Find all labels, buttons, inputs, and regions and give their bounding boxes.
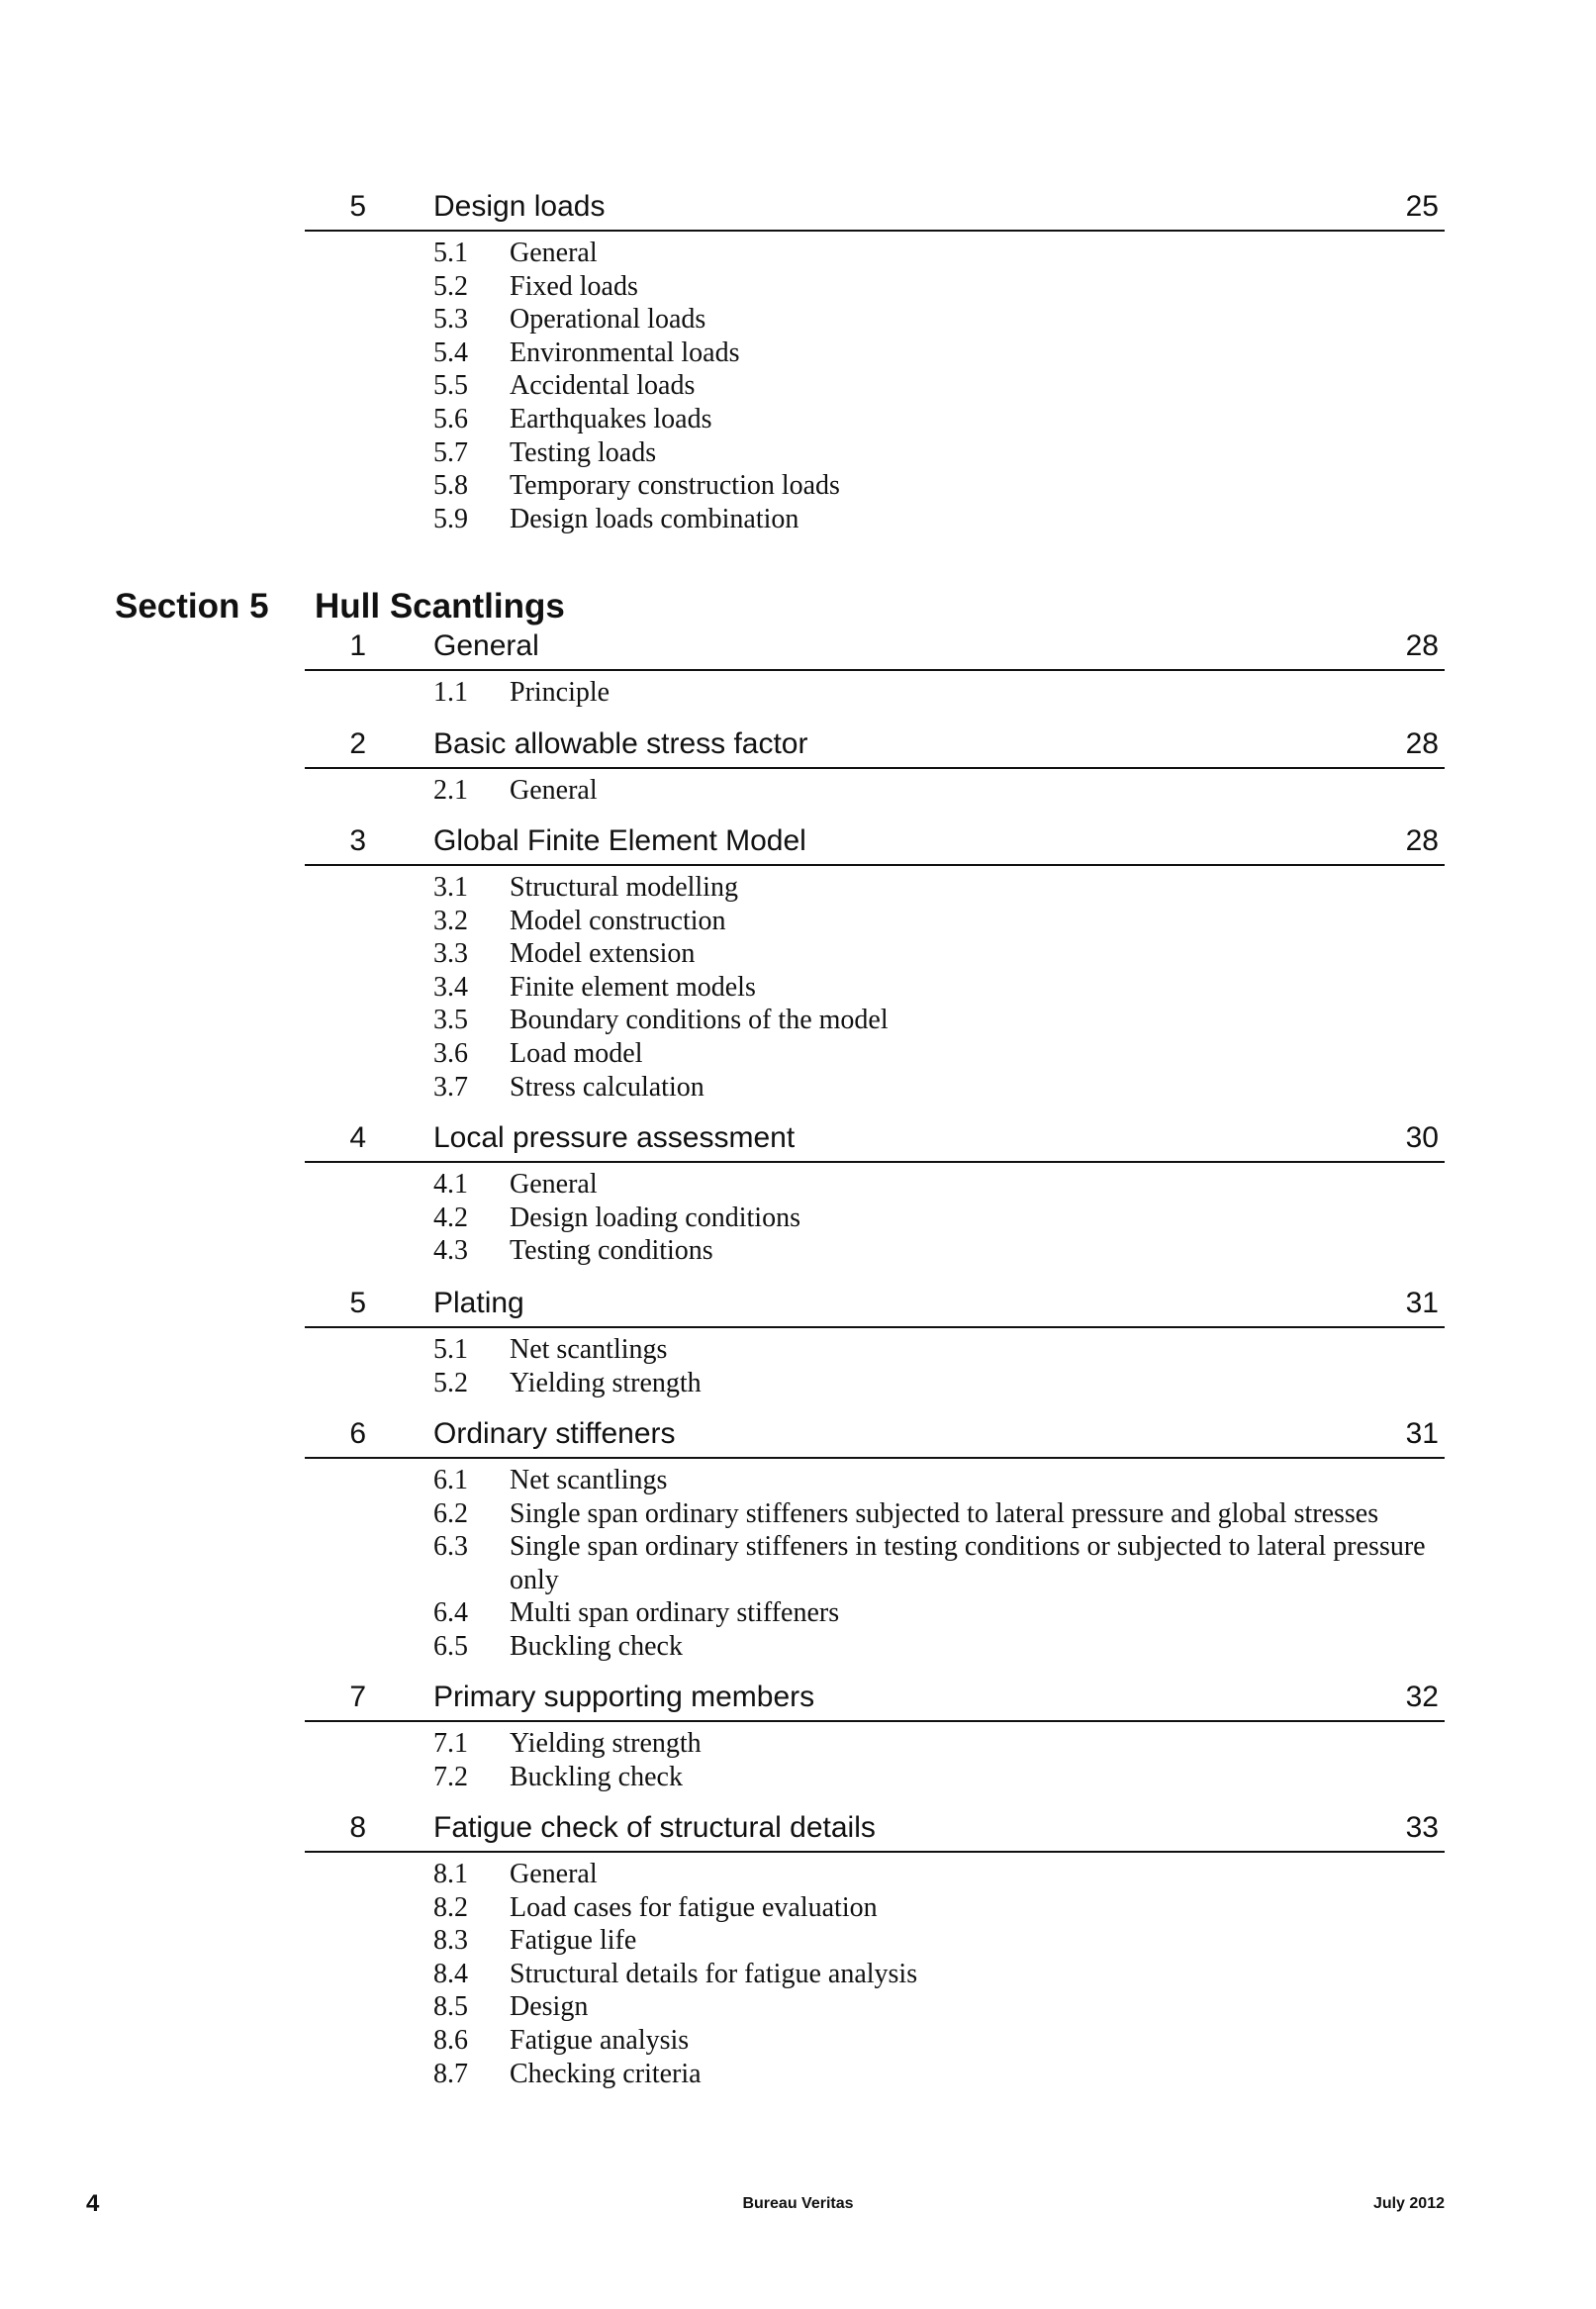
subentry[interactable] — [305, 503, 1445, 536]
subentry-title: Model construction — [510, 905, 726, 936]
subentry[interactable] — [305, 2058, 1445, 2091]
subentry-title: Checking criteria — [510, 2058, 702, 2089]
subentry-title: Fatigue analysis — [510, 2024, 690, 2056]
toc-entry — [305, 1671, 1445, 1793]
subentry-number: 5.5 — [433, 370, 468, 402]
subentry-number: 8.1 — [433, 1859, 468, 1889]
subentry-number: 8.7 — [433, 2058, 468, 2089]
subentry[interactable] — [305, 1530, 1445, 1596]
subentry-title: General — [510, 238, 598, 268]
entry-number: 2 — [349, 727, 366, 760]
entry-page-number: 28 — [1405, 727, 1439, 760]
subentry-title: Earthquakes loads — [510, 403, 712, 434]
subentry[interactable] — [305, 1004, 1445, 1037]
subentry[interactable] — [305, 1234, 1445, 1268]
entry-page-number: 31 — [1405, 1417, 1439, 1450]
subentry-title: Stress calculation — [510, 1071, 704, 1103]
subentry-list — [305, 871, 1445, 1104]
subentry-number: 7.1 — [433, 1728, 468, 1759]
subentry-title: Environmental loads — [510, 337, 740, 368]
toc-entry — [305, 620, 1445, 710]
entry-title: Local pressure assessment — [433, 1121, 796, 1154]
subentry[interactable] — [305, 403, 1445, 436]
subentry-title: Load model — [510, 1037, 643, 1069]
subentry-title: Testing conditions — [510, 1235, 713, 1267]
entry-title: Global Finite Element Model — [433, 824, 806, 857]
entry-number: 5 — [349, 190, 366, 223]
subentry[interactable] — [305, 1071, 1445, 1105]
subentry-number: 5.2 — [433, 270, 468, 302]
subentry[interactable] — [305, 1891, 1445, 1925]
subentry-list — [305, 1727, 1445, 1793]
subentry-title: Structural modelling — [510, 872, 738, 903]
subentry-title: Accidental loads — [510, 370, 696, 402]
subentry-number: 8.2 — [433, 1891, 468, 1923]
subentry[interactable] — [305, 337, 1445, 370]
subentry-number: 8.6 — [433, 2024, 468, 2056]
subentry[interactable] — [305, 369, 1445, 403]
entry-title: Fatigue check of structural details — [433, 1811, 876, 1844]
subentry-title: Multi span ordinary stiffeners — [510, 1597, 840, 1629]
subentry-number: 5.3 — [433, 304, 468, 336]
footer-date: July 2012 — [1372, 2195, 1445, 2212]
toc-entry-heading[interactable] — [305, 620, 1445, 671]
subentry[interactable] — [305, 971, 1445, 1005]
entry-page-number: 28 — [1405, 629, 1439, 662]
subentry-number: 8.3 — [433, 1925, 468, 1957]
entry-title: Basic allowable stress factor — [433, 727, 808, 760]
subentry-number: 3.1 — [433, 872, 468, 903]
toc-entry-heading[interactable] — [305, 1111, 1445, 1163]
subentry-title: Principle — [510, 677, 610, 708]
subentry-list — [305, 237, 1445, 535]
footer-page-number: 4 — [86, 2190, 100, 2217]
entry-number: 5 — [349, 1287, 366, 1319]
subentry-title: Buckling check — [510, 1761, 683, 1792]
section-label: Section 5 — [115, 587, 269, 625]
subentry[interactable] — [305, 1333, 1445, 1367]
entry-title: General — [433, 629, 539, 662]
subentry[interactable] — [305, 676, 1445, 710]
subentry-title: Finite element models — [510, 971, 756, 1003]
entry-title: Plating — [433, 1287, 524, 1319]
subentry[interactable] — [305, 1630, 1445, 1664]
entry-number: 3 — [349, 824, 366, 857]
subentry[interactable] — [305, 1761, 1445, 1794]
subentry-number: 5.7 — [433, 436, 468, 468]
subentry-list — [305, 1464, 1445, 1664]
entry-page-number: 28 — [1405, 824, 1439, 857]
subentry-number: 6.2 — [433, 1497, 468, 1529]
subentry-title: General — [510, 1169, 598, 1200]
entry-title: Ordinary stiffeners — [433, 1417, 676, 1450]
subentry-title: Net scantlings — [510, 1465, 668, 1495]
subentry-number: 4.1 — [433, 1169, 468, 1200]
subentry-title: Design — [510, 1991, 589, 2023]
subentry-list — [305, 676, 1445, 710]
toc-entry — [305, 1111, 1445, 1268]
subentry-number: 6.4 — [433, 1597, 468, 1629]
section-title: Hull Scantlings — [315, 587, 565, 625]
subentry-title: Design loads combination — [510, 503, 799, 534]
subentry-number: 3.4 — [433, 971, 468, 1003]
entry-number: 1 — [349, 629, 366, 662]
toc-entry-heading[interactable] — [305, 1407, 1445, 1459]
toc-entry — [305, 815, 1445, 1104]
subentry-title: Design loading conditions — [510, 1202, 800, 1233]
entry-page-number: 30 — [1405, 1121, 1439, 1154]
subentry-number: 8.4 — [433, 1958, 468, 1989]
subentry-title: Testing loads — [510, 436, 657, 468]
subentry-number: 3.2 — [433, 905, 468, 936]
subentry[interactable] — [305, 436, 1445, 470]
subentry-number: 1.1 — [433, 677, 468, 708]
subentry[interactable] — [305, 871, 1445, 905]
subentry[interactable] — [305, 1958, 1445, 1991]
subentry[interactable] — [305, 774, 1445, 808]
subentry-list — [305, 1168, 1445, 1268]
subentry[interactable] — [305, 1037, 1445, 1071]
subentry-title: Temporary construction loads — [510, 470, 840, 502]
subentry-number: 3.5 — [433, 1005, 468, 1036]
subentry[interactable] — [305, 1168, 1445, 1202]
toc-entry — [305, 1277, 1445, 1399]
subentry-title: Structural details for fatigue analysis — [510, 1958, 918, 1989]
subentry[interactable] — [305, 1367, 1445, 1400]
subentry[interactable] — [305, 1990, 1445, 2024]
subentry-list — [305, 774, 1445, 808]
entry-page-number: 31 — [1405, 1287, 1439, 1319]
subentry-title: Yielding strength — [510, 1367, 702, 1398]
entry-number: 7 — [349, 1681, 366, 1713]
subentry[interactable] — [305, 2024, 1445, 2058]
subentry-title: Boundary conditions of the model — [510, 1005, 889, 1036]
subentry-number: 5.1 — [433, 238, 468, 268]
toc-entry-heading[interactable] — [305, 1671, 1445, 1722]
footer-publisher: Bureau Veritas — [742, 2195, 854, 2212]
subentry[interactable] — [305, 1497, 1445, 1531]
subentry[interactable] — [305, 905, 1445, 938]
subentry-title: Model extension — [510, 938, 696, 970]
subentry-title: Yielding strength — [510, 1728, 702, 1759]
toc-entry-heading[interactable] — [305, 180, 1445, 232]
subentry-title: Single span ordinary stiffeners subjected to lateral pressure and global stresses — [510, 1497, 1379, 1529]
entry-number: 8 — [349, 1811, 366, 1844]
subentry[interactable] — [305, 1858, 1445, 1891]
entry-title: Design loads — [433, 190, 606, 223]
subentry-number: 5.4 — [433, 337, 468, 368]
subentry-number: 6.1 — [433, 1465, 468, 1495]
subentry-number: 3.3 — [433, 938, 468, 970]
subentry-number: 6.3 — [433, 1531, 468, 1563]
subentry-number: 8.5 — [433, 1991, 468, 2023]
entry-title: Primary supporting members — [433, 1681, 815, 1713]
subentry-title: Operational loads — [510, 304, 706, 336]
subentry-title: Net scantlings — [510, 1334, 668, 1365]
subentry-number: 5.1 — [433, 1334, 468, 1365]
subentry-title: General — [510, 1859, 598, 1889]
subentry-list — [305, 1858, 1445, 2090]
toc-entry-heading[interactable] — [305, 718, 1445, 769]
subentry-title: Load cases for fatigue evaluation — [510, 1891, 878, 1923]
subentry[interactable] — [305, 1464, 1445, 1497]
subentry-number: 5.9 — [433, 503, 468, 534]
subentry-number: 4.3 — [433, 1235, 468, 1267]
entry-page-number: 33 — [1405, 1811, 1439, 1844]
subentry[interactable] — [305, 1596, 1445, 1630]
subentry-title: Single span ordinary stiffeners in testing conditions or subjected to lateral pressure only — [510, 1531, 1426, 1595]
subentry-title: Buckling check — [510, 1630, 683, 1662]
subentry-title: General — [510, 775, 598, 806]
subentry-number: 2.1 — [433, 775, 468, 806]
entry-number: 6 — [349, 1417, 366, 1450]
toc-entry — [305, 1407, 1445, 1664]
subentry-number: 5.2 — [433, 1367, 468, 1398]
subentry-number: 4.2 — [433, 1202, 468, 1233]
subentry[interactable] — [305, 270, 1445, 304]
subentry-number: 3.7 — [433, 1071, 468, 1103]
subentry-title: Fatigue life — [510, 1925, 637, 1957]
subentry[interactable] — [305, 1727, 1445, 1761]
subentry-list — [305, 1333, 1445, 1399]
subentry[interactable] — [305, 469, 1445, 503]
subentry-number: 5.8 — [433, 470, 468, 502]
subentry[interactable] — [305, 237, 1445, 270]
entry-number: 4 — [349, 1121, 366, 1154]
subentry-title: Fixed loads — [510, 270, 638, 302]
subentry[interactable] — [305, 1924, 1445, 1958]
subentry[interactable] — [305, 1202, 1445, 1235]
subentry-number: 7.2 — [433, 1761, 468, 1792]
subentry-number: 6.5 — [433, 1630, 468, 1662]
toc-entry — [305, 718, 1445, 808]
entry-page-number: 25 — [1405, 190, 1439, 223]
subentry-number: 5.6 — [433, 403, 468, 434]
toc-entry-heading[interactable] — [305, 815, 1445, 866]
toc-entry — [305, 1801, 1445, 2090]
subentry[interactable] — [305, 937, 1445, 971]
entry-page-number: 32 — [1405, 1681, 1439, 1713]
toc-entry-heading[interactable] — [305, 1801, 1445, 1853]
subentry[interactable] — [305, 303, 1445, 337]
toc-entry — [305, 180, 1445, 535]
subentry-number: 3.6 — [433, 1037, 468, 1069]
toc-entry-heading[interactable] — [305, 1277, 1445, 1328]
